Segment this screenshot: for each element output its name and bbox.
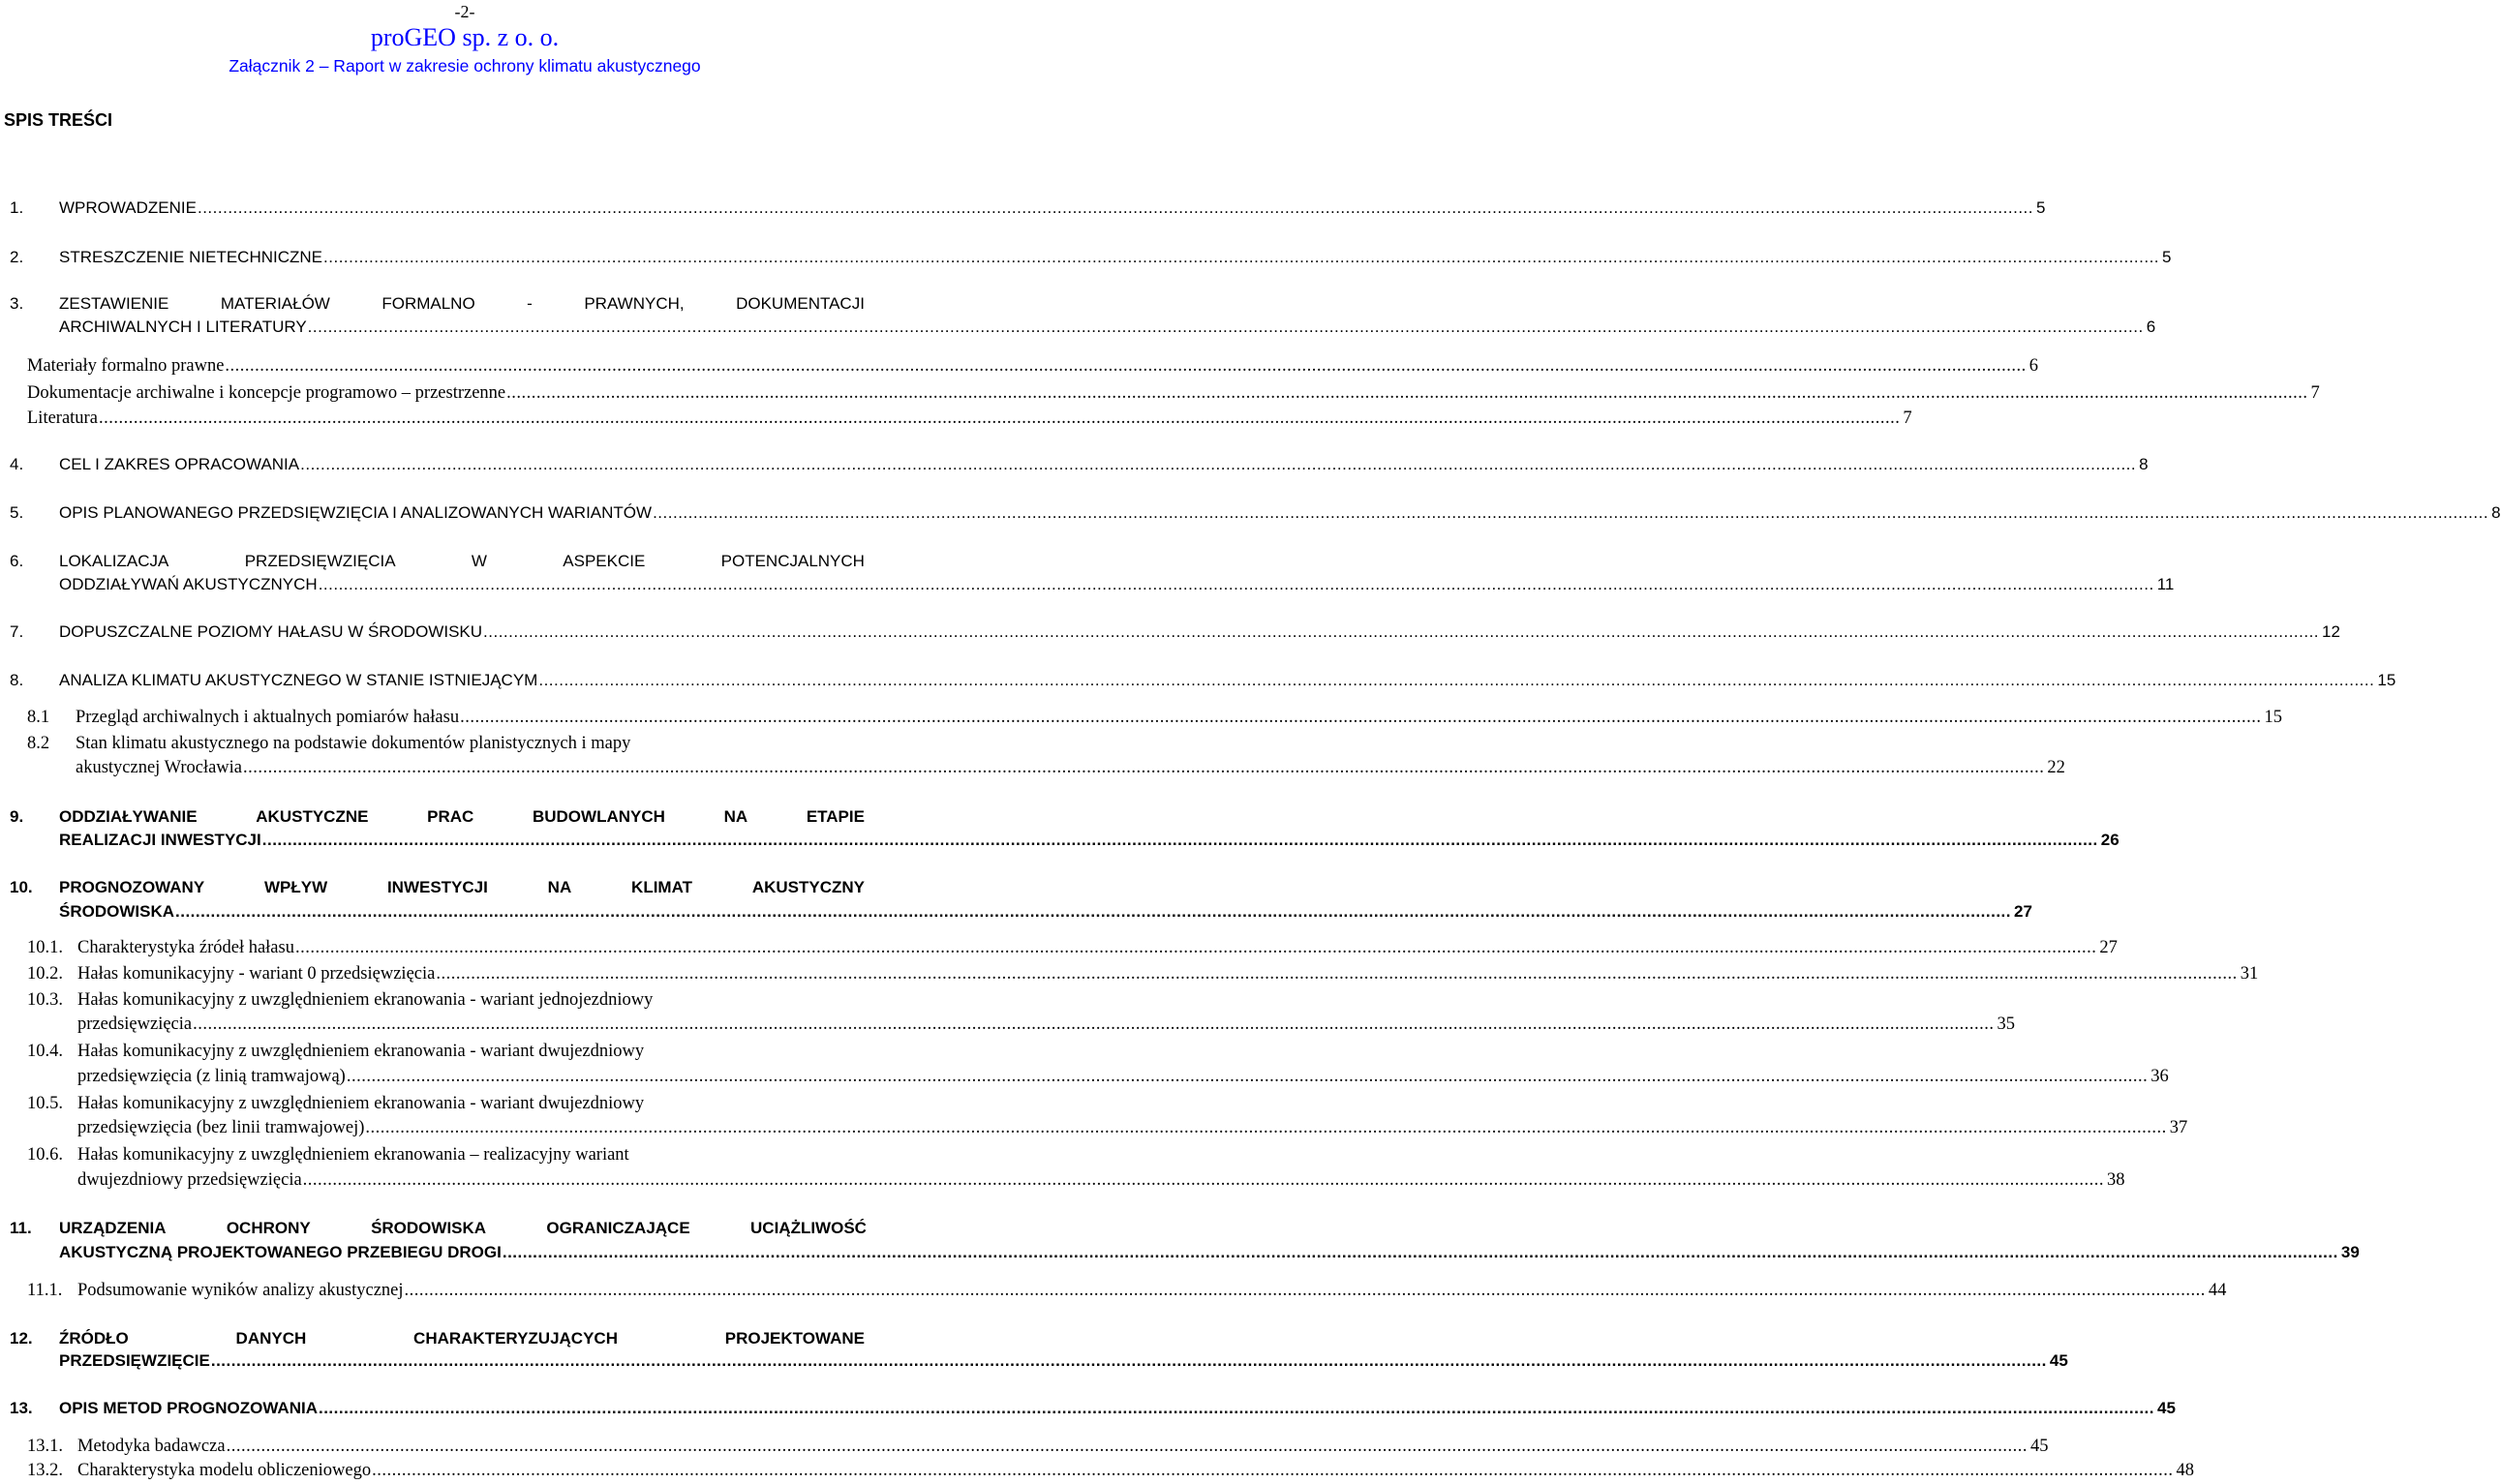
toc-entry-text: Hałas komunikacyjny z uwzględnieniem ekranowania – realizacyjny wariant: [77, 1145, 629, 1165]
dot-leader: [346, 1065, 2148, 1088]
toc-entry-title: PRZEDSIĘWZIĘCIE: [59, 1351, 210, 1370]
toc-entry-title: Przegląd archiwalnych i aktualnych pomiarów hałasu: [76, 708, 460, 727]
toc-heading-word: ASPEKCIE: [563, 552, 646, 570]
toc-page-number: 15: [2264, 708, 2282, 727]
toc-entry-link[interactable]: [27, 407, 1912, 430]
toc-entry-title: akustycznej Wrocławia: [76, 758, 243, 777]
toc-entry-title: Metodyka badawcza: [77, 1437, 226, 1456]
dot-leader: [224, 354, 2026, 378]
dot-leader: [322, 246, 2159, 269]
dot-leader: [261, 829, 2098, 852]
toc-entry-link[interactable]: [27, 354, 2039, 378]
toc-entry-link[interactable]: [59, 501, 2501, 525]
dot-leader: [299, 453, 2136, 476]
dot-leader: [318, 1397, 2154, 1420]
toc-heading-word: LOKALIZACJA: [59, 552, 169, 570]
toc-page-number: 8: [2491, 503, 2501, 522]
toc-entry-first-line: [76, 732, 866, 755]
toc-entry-link[interactable]: [59, 573, 2175, 596]
toc-heading-word: FORMALNO: [381, 294, 475, 313]
dot-leader: [210, 1349, 2047, 1373]
dot-leader: [174, 900, 2011, 924]
toc-entry-link[interactable]: [59, 621, 2340, 644]
toc-heading-word: AKUSTYCZNE: [256, 807, 369, 826]
company-name: proGEO sp. z o. o.: [370, 23, 560, 51]
toc-entry-link[interactable]: [77, 1168, 2125, 1192]
toc-entry-link[interactable]: [59, 900, 2032, 924]
toc-heading-word: PRAWNYCH,: [584, 294, 685, 313]
dot-leader: [652, 501, 2488, 525]
toc-entry-link[interactable]: [77, 1013, 2015, 1036]
toc-page-number: 45: [2049, 1351, 2068, 1370]
toc-page-number: 48: [2176, 1461, 2194, 1480]
toc-entry-link[interactable]: [27, 381, 2320, 405]
toc-entry-number: 10.: [10, 878, 33, 896]
toc-page-number: 31: [2240, 964, 2259, 984]
dot-leader: [294, 936, 2096, 959]
toc-entry-text: Stan klimatu akustycznego na podstawie dokumentów planistycznych i mapy: [76, 734, 631, 753]
toc-entry-link[interactable]: [59, 829, 2120, 852]
toc-entry-first-line: [59, 876, 865, 899]
toc-page-number: 39: [2340, 1243, 2360, 1261]
toc-heading-word: OGRANICZAJĄCE: [546, 1219, 690, 1237]
dot-leader: [502, 1241, 2338, 1264]
toc-entry-text: Hałas komunikacyjny z uwzględnieniem ekranowania - wariant dwujezdniowy: [77, 1042, 645, 1061]
toc-entry-title: ŚRODOWISKA: [59, 902, 174, 921]
dot-leader: [459, 706, 2261, 729]
dot-leader: [371, 1459, 2173, 1482]
toc-entry-title: ARCHIWALNYCH I LITERATURY: [59, 318, 307, 336]
toc-page-number: 22: [2047, 758, 2065, 777]
toc-entry-text: Hałas komunikacyjny z uwzględnieniem ekranowania - wariant jednojezdniowy: [77, 990, 654, 1010]
toc-entry-number: 11.: [10, 1219, 32, 1237]
toc-entry-title: DOPUSZCZALNE POZIOMY HAŁASU W ŚRODOWISKU: [59, 622, 483, 641]
toc-entry-number: 10.5.: [27, 1094, 63, 1113]
toc-entry-link[interactable]: [59, 246, 2172, 269]
toc-page-number: 6: [2146, 318, 2156, 336]
toc-heading-word: -: [527, 294, 533, 313]
toc-entry-first-line: [59, 550, 865, 573]
dot-leader: [192, 1013, 1994, 1036]
toc-page-number: 38: [2107, 1170, 2125, 1190]
toc-entry-title: przedsięwzięcia (z linią tramwajową): [77, 1067, 346, 1086]
dot-leader: [404, 1279, 2206, 1302]
toc-entry-first-line: [59, 292, 865, 316]
toc-entry-title: OPIS METOD PROGNOZOWANIA: [59, 1399, 318, 1417]
toc-page-number: 5: [2036, 198, 2046, 217]
toc-entry-number: 3.: [10, 294, 24, 313]
toc-entry-number: 7.: [10, 622, 24, 641]
report-subtitle: Załącznik 2 – Raport w zakresie ochrony klimatu akustycznego: [229, 56, 701, 76]
toc-entry-title: Materiały formalno prawne: [27, 356, 225, 376]
toc-entry-title: dwujezdniowy przedsięwzięcia: [77, 1170, 302, 1190]
toc-entry-number: 13.: [10, 1399, 33, 1417]
toc-page-number: 27: [2099, 938, 2118, 957]
toc-entry-first-line: [59, 805, 865, 829]
toc-page-number: 44: [2208, 1281, 2227, 1300]
toc-entry-title: Hałas komunikacyjny - wariant 0 przedsięwzięcia: [77, 964, 436, 984]
toc-entry-title: STRESZCZENIE NIETECHNICZNE: [59, 248, 323, 266]
toc-heading-word: ODDZIAŁYWANIE: [59, 807, 198, 826]
toc-heading-word: URZĄDZENIA: [59, 1219, 167, 1237]
toc-entry-link[interactable]: [59, 669, 2396, 692]
toc-entry-number: 8.2: [27, 734, 50, 753]
toc-page-number: 12: [2322, 622, 2340, 641]
toc-page-number: 45: [2029, 1437, 2049, 1456]
toc-heading-word: NA: [547, 878, 572, 896]
toc-heading-word: ZESTAWIENIE: [59, 294, 169, 313]
toc-entry-number: 10.4.: [27, 1042, 63, 1061]
dot-leader: [435, 962, 2237, 985]
toc-entry-number: 10.6.: [27, 1145, 63, 1165]
toc-entry-link[interactable]: [77, 1435, 2049, 1458]
toc-entry-title: REALIZACJI INWESTYCJI: [59, 831, 261, 849]
toc-heading-word: ŚRODOWISKA: [371, 1219, 487, 1237]
toc-heading-word: POTENCJALNYCH: [720, 552, 865, 570]
toc-heading-word: W: [471, 552, 487, 570]
toc-heading-word: ETAPIE: [806, 807, 865, 826]
toc-entry-first-line: [59, 1217, 867, 1240]
toc-heading-word: AKUSTYCZNY: [751, 878, 865, 896]
toc-page-number: 7: [1903, 409, 1912, 428]
toc-heading-word: ŹRÓDŁO: [59, 1329, 129, 1348]
toc-entry-link[interactable]: [59, 453, 2149, 476]
toc-entry-number: 10.3.: [27, 990, 63, 1010]
toc-heading-word: WPŁYW: [263, 878, 328, 896]
toc-entry-link[interactable]: [77, 1065, 2169, 1088]
toc-entry-title: CEL I ZAKRES OPRACOWANIA: [59, 455, 300, 473]
toc-entry-number: 10.2.: [27, 964, 63, 984]
toc-entry-title: Charakterystyka modelu obliczeniowego: [77, 1461, 372, 1480]
dot-leader: [302, 1168, 2104, 1192]
toc-entry-first-line: [77, 1143, 866, 1166]
toc-entry-title: przedsięwzięcia (bez linii tramwajowej): [77, 1118, 365, 1137]
toc-entry-title: ODDZIAŁYWAŃ AKUSTYCZNYCH: [59, 575, 318, 593]
toc-heading-word: PROGNOZOWANY: [59, 878, 205, 896]
toc-entry-number: 1.: [10, 198, 24, 217]
dot-leader: [242, 756, 2044, 779]
toc-entry-title: WPROWADZENIE: [59, 198, 197, 217]
toc-entry-title: przedsięwzięcia: [77, 1015, 193, 1034]
dot-leader: [307, 316, 2144, 339]
dot-leader: [98, 407, 1900, 430]
toc-entry-link[interactable]: [59, 1349, 2068, 1373]
toc-entry-title: Literatura: [27, 409, 98, 428]
toc-heading-word: INWESTYCJI: [386, 878, 488, 896]
toc-entry-number: 6.: [10, 552, 24, 570]
toc-entry-number: 8.: [10, 671, 24, 689]
dot-leader: [364, 1116, 2166, 1139]
toc-heading-word: OCHRONY: [226, 1219, 311, 1237]
toc-heading-word: KLIMAT: [631, 878, 692, 896]
toc-entry-number: 10.1.: [27, 938, 63, 957]
toc-page-number: 27: [2014, 902, 2032, 921]
toc-heading-word: PROJEKTOWANE: [724, 1329, 865, 1348]
toc-entry-link[interactable]: [77, 1459, 2194, 1482]
toc-entry-link[interactable]: [59, 1397, 2176, 1420]
dot-leader: [482, 621, 2319, 644]
toc-entry-first-line: [77, 1040, 866, 1063]
dot-leader: [226, 1435, 2028, 1458]
toc-heading-word: PRAC: [427, 807, 474, 826]
toc-entry-link[interactable]: [77, 1279, 2227, 1302]
toc-entry-number: 4.: [10, 455, 24, 473]
toc-entry-link[interactable]: [77, 1116, 2188, 1139]
toc-page-number: 36: [2150, 1067, 2169, 1086]
toc-page-number: 15: [2377, 671, 2396, 689]
toc-entry-title: OPIS PLANOWANEGO PRZEDSIĘWZIĘCIA I ANALIZOWANYCH WARIANTÓW: [59, 503, 653, 522]
toc-entry-link[interactable]: [76, 756, 2065, 779]
toc-entry-link[interactable]: [59, 197, 2046, 220]
toc-entry-number: 5.: [10, 503, 24, 522]
toc-entry-number: 11.1.: [27, 1281, 63, 1300]
toc-entry-text: Hałas komunikacyjny z uwzględnieniem ekranowania - wariant dwujezdniowy: [77, 1094, 645, 1113]
toc-page-number: 5: [2162, 248, 2172, 266]
toc-entry-link[interactable]: [77, 962, 2259, 985]
toc-heading-word: UCIĄŻLIWOŚĆ: [750, 1219, 867, 1237]
toc-entry-title: Podsumowanie wyników analizy akustycznej: [77, 1281, 404, 1300]
toc-heading-word: BUDOWLANYCH: [532, 807, 665, 826]
toc-entry-number: 13.2.: [27, 1461, 63, 1480]
toc-entry-number: 9.: [10, 807, 24, 826]
toc-heading-word: PRZEDSIĘWZIĘCIA: [244, 552, 396, 570]
toc-entry-link[interactable]: [59, 1241, 2360, 1264]
dot-leader: [537, 669, 2374, 692]
toc-page-number: 26: [2100, 831, 2120, 849]
toc-entry-link[interactable]: [77, 936, 2118, 959]
toc-heading-word: MATERIAŁÓW: [220, 294, 330, 313]
toc-heading-word: NA: [723, 807, 748, 826]
toc-entry-title: ANALIZA KLIMATU AKUSTYCZNEGO W STANIE ISTNIEJĄCYM: [59, 671, 538, 689]
toc-heading-word: DANYCH: [235, 1329, 307, 1348]
toc-entry-first-line: [59, 1327, 865, 1350]
toc-entry-first-line: [77, 1092, 866, 1115]
toc-page-number: 35: [1997, 1015, 2015, 1034]
toc-entry-number: 8.1: [27, 708, 50, 727]
toc-page-number: 11: [2156, 575, 2175, 593]
toc-entry-title: Dokumentacje archiwalne i koncepcje programowo – przestrzenne: [27, 383, 506, 403]
toc-page-number: 7: [2310, 383, 2320, 403]
dot-leader: [318, 573, 2154, 596]
toc-entry-title: Charakterystyka źródeł hałasu: [77, 938, 294, 957]
toc-page-number: 6: [2028, 356, 2039, 376]
toc-page-number: 45: [2157, 1399, 2176, 1417]
toc-entry-first-line: [77, 988, 866, 1012]
toc-entry-link[interactable]: [59, 316, 2156, 339]
toc-entry-number: 13.1.: [27, 1437, 63, 1456]
dot-leader: [505, 381, 2307, 405]
toc-heading-word: CHARAKTERYZUJĄCYCH: [413, 1329, 618, 1348]
toc-entry-title: AKUSTYCZNĄ PROJEKTOWANEGO PRZEBIEGU DROGI: [59, 1243, 502, 1261]
toc-page-number: 8: [2139, 455, 2149, 473]
toc-entry-number: 2.: [10, 248, 24, 266]
page-number: -2-: [454, 2, 475, 21]
toc-page-number: 37: [2169, 1118, 2188, 1137]
dot-leader: [197, 197, 2033, 220]
toc-title: SPIS TREŚCI: [4, 110, 113, 130]
toc-entry-number: 12.: [10, 1329, 33, 1348]
toc-entry-link[interactable]: [76, 706, 2282, 729]
toc-heading-word: DOKUMENTACJI: [736, 294, 865, 313]
